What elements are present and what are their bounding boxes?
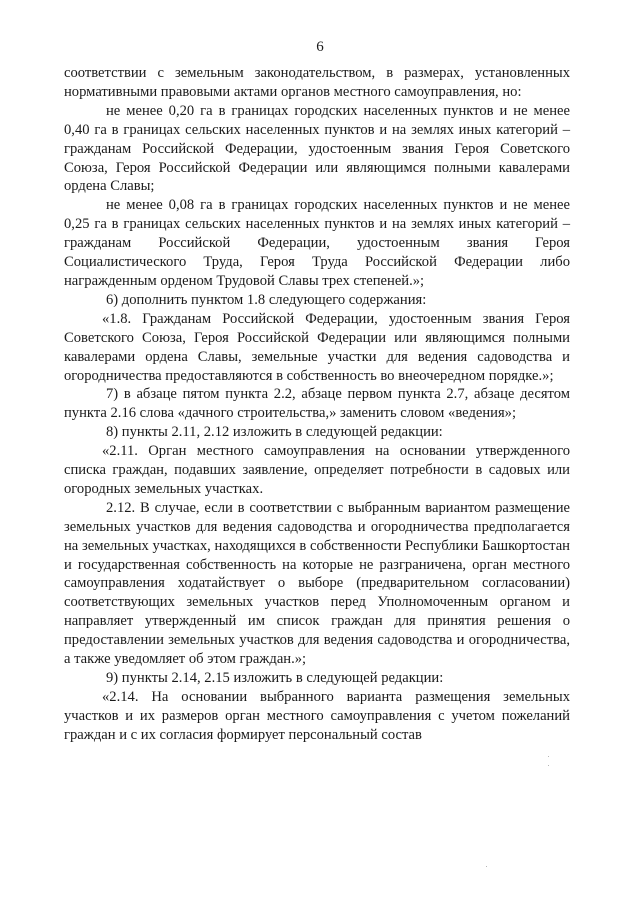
scan-speck bbox=[548, 765, 549, 766]
paragraph-clause-2-12: 2.12. В случае, если в соответствии с выбранным вариантом размещение земельных участков для ведения садоводства и огородничества предполагается на земельных участках, находящихся в собственности Республики Башкортостан и государственная собственность на которые не разграничена, орган местного самоуправления ходатайствует о выборе (предварительном согласовании) соответствующих земельных участков перед Уполномоченным органом и направляет утвержденный им список граждан для принятия решения о предоставлении земельных участков для ведения садоводства и огородничества, а также уведомляет об этом граждан.»; bbox=[64, 499, 570, 668]
paragraph-clause-2-14: «2.14. На основании выбранного варианта размещения земельных участков и их размеров орган местного самоуправления с учетом пожеланий граждан и с их согласия формирует персональный состав bbox=[64, 688, 570, 743]
scan-speck bbox=[486, 866, 487, 867]
scan-speck bbox=[548, 756, 549, 757]
paragraph-heroes-soviet-union: не менее 0,20 га в границах городских населенных пунктов и не менее 0,40 га в границах сельских населенных пунктов и на землях иных категорий – гражданам Российской Федерации, удостоенным звания Героя Советского Союза, Героя Российской Федерации или являющимся полными кавалерами ордена Славы; bbox=[64, 102, 570, 195]
paragraph-clause-2-11: «2.11. Орган местного самоуправления на основании утвержденного списка граждан, подавших заявление, определяет потребности в садовых или огородных земельных участках. bbox=[64, 443, 570, 497]
paragraph-clause-1-8: «1.8. Гражданам Российской Федерации, удостоенным звания Героя Советского Союза, Героя Российской Федерации или являющимся полными кавалерами ордена Славы, земельные участки для ведения садоводства и огородничества предоставляются в собственность во внеочередном порядке.»; bbox=[64, 310, 570, 384]
paragraph-continuation: соответствии с земельным законодательством, в размерах, установленных нормативными правовыми актами органов местного самоуправления, но: bbox=[64, 65, 570, 100]
document-body bbox=[64, 64, 570, 745]
paragraph-item-8: 8) пункты 2.11, 2.12 изложить в следующей редакции: bbox=[106, 424, 443, 441]
paragraph-item-9: 9) пункты 2.14, 2.15 изложить в следующей редакции: bbox=[106, 670, 444, 686]
page-number: 6 bbox=[316, 39, 324, 55]
paragraph-heroes-socialist-labor: не менее 0,08 га в границах городских населенных пунктов и не менее 0,25 га в границах сельских населенных пунктов и на землях иных категорий – гражданам Российской Федерации, удостоенным звания Героя Социалистического Труда, Героя Труда Российской Федерации либо награжденным орденом Трудовой Славы трех степеней.»; bbox=[64, 197, 570, 289]
paragraph-item-6: 6) дополнить пунктом 1.8 следующего содержания: bbox=[106, 291, 427, 308]
paragraph-item-7: 7) в абзаце пятом пункта 2.2, абзаце первом пункта 2.7, абзаце десятом пункта 2.16 слова «дачного строительства,» заменить словом «ведения»; bbox=[64, 386, 570, 422]
